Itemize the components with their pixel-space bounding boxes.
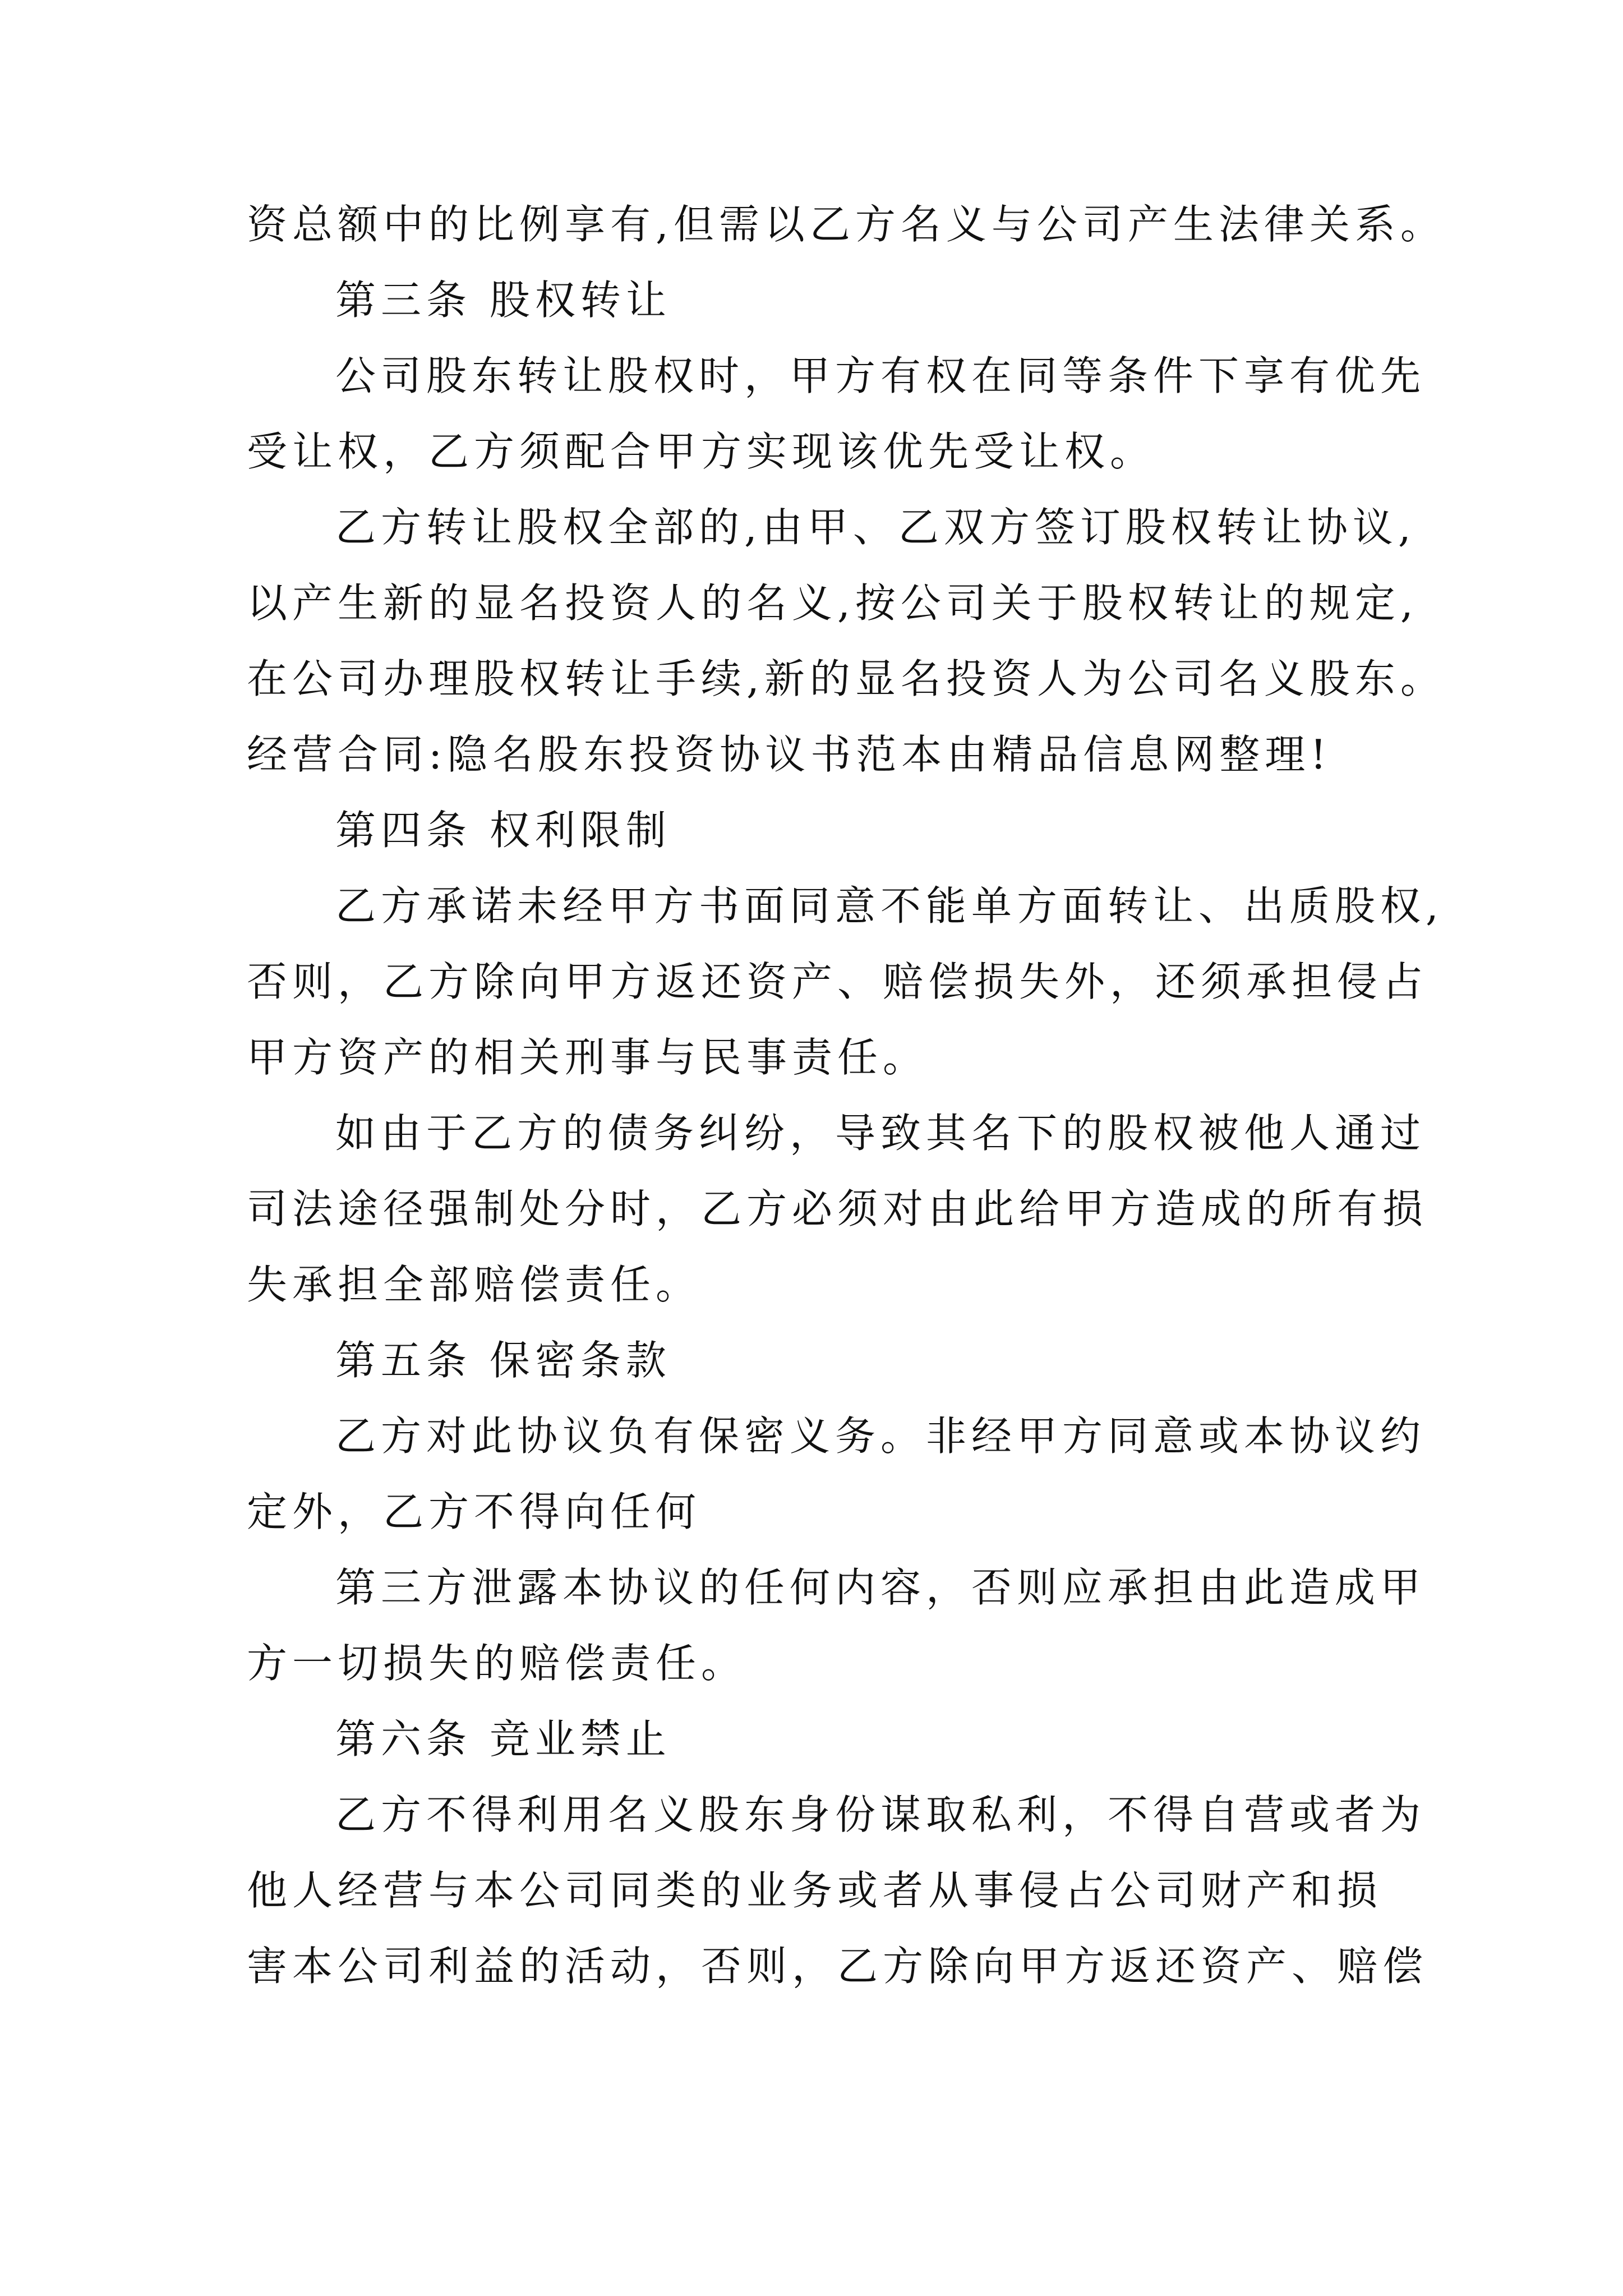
- text-line: 害本公司利益的活动，否则，乙方除向甲方返还资产、赔偿: [247, 1943, 1428, 1990]
- section-heading: 第三条 股权转让: [335, 277, 671, 324]
- text-line: 乙方不得利用名义股东身份谋取私利，不得自营或者为: [335, 1791, 1426, 1838]
- text-line: 否则，乙方除向甲方返还资产、赔偿损失外，还须承担侵占: [247, 958, 1428, 1005]
- text-line: 甲方资产的相关刑事与民事责任。: [247, 1034, 929, 1081]
- text-line: 乙方对此协议负有保密义务。非经甲方同意或本协议约: [335, 1412, 1426, 1460]
- text-line: 失承担全部赔偿责任。: [247, 1261, 702, 1308]
- text-line: 乙方承诺未经甲方书面同意不能单方面转让、出质股权,: [335, 882, 1444, 930]
- text-line: 资总额中的比例享有,但需以乙方名义与公司产生法律关系。: [247, 201, 1446, 248]
- section-heading: 第五条 保密条款: [335, 1337, 671, 1384]
- text-line: 司法途径强制处分时，乙方必须对由此给甲方造成的所有损: [247, 1185, 1428, 1232]
- section-heading: 第四条 权利限制: [335, 807, 671, 854]
- text-line: 定外，乙方不得向任何: [247, 1488, 702, 1535]
- text-line: 他人经营与本公司同类的业务或者从事侵占公司财产和损: [247, 1867, 1383, 1914]
- text-line: 经营合同:隐名股东投资协议书范本由精品信息网整理!: [247, 731, 1332, 778]
- text-line: 方一切损失的赔偿责任。: [247, 1640, 747, 1687]
- text-line: 如由于乙方的债务纠纷，导致其名下的股权被他人通过: [335, 1110, 1426, 1157]
- section-heading: 第六条 竞业禁止: [335, 1715, 671, 1763]
- text-line: 第三方泄露本协议的任何内容，否则应承担由此造成甲: [335, 1564, 1426, 1611]
- text-line: 乙方转让股权全部的,由甲、乙双方签订股权转让协议,: [335, 504, 1416, 551]
- text-line: 以产生新的显名投资人的名义,按公司关于股权转让的规定,: [247, 579, 1418, 627]
- text-line: 在公司办理股权转让手续,新的显名投资人为公司名义股东。: [247, 655, 1446, 702]
- text-line: 受让权，乙方须配合甲方实现该优先受让权。: [247, 428, 1156, 475]
- text-line: 公司股东转让股权时，甲方有权在同等条件下享有优先: [335, 352, 1426, 399]
